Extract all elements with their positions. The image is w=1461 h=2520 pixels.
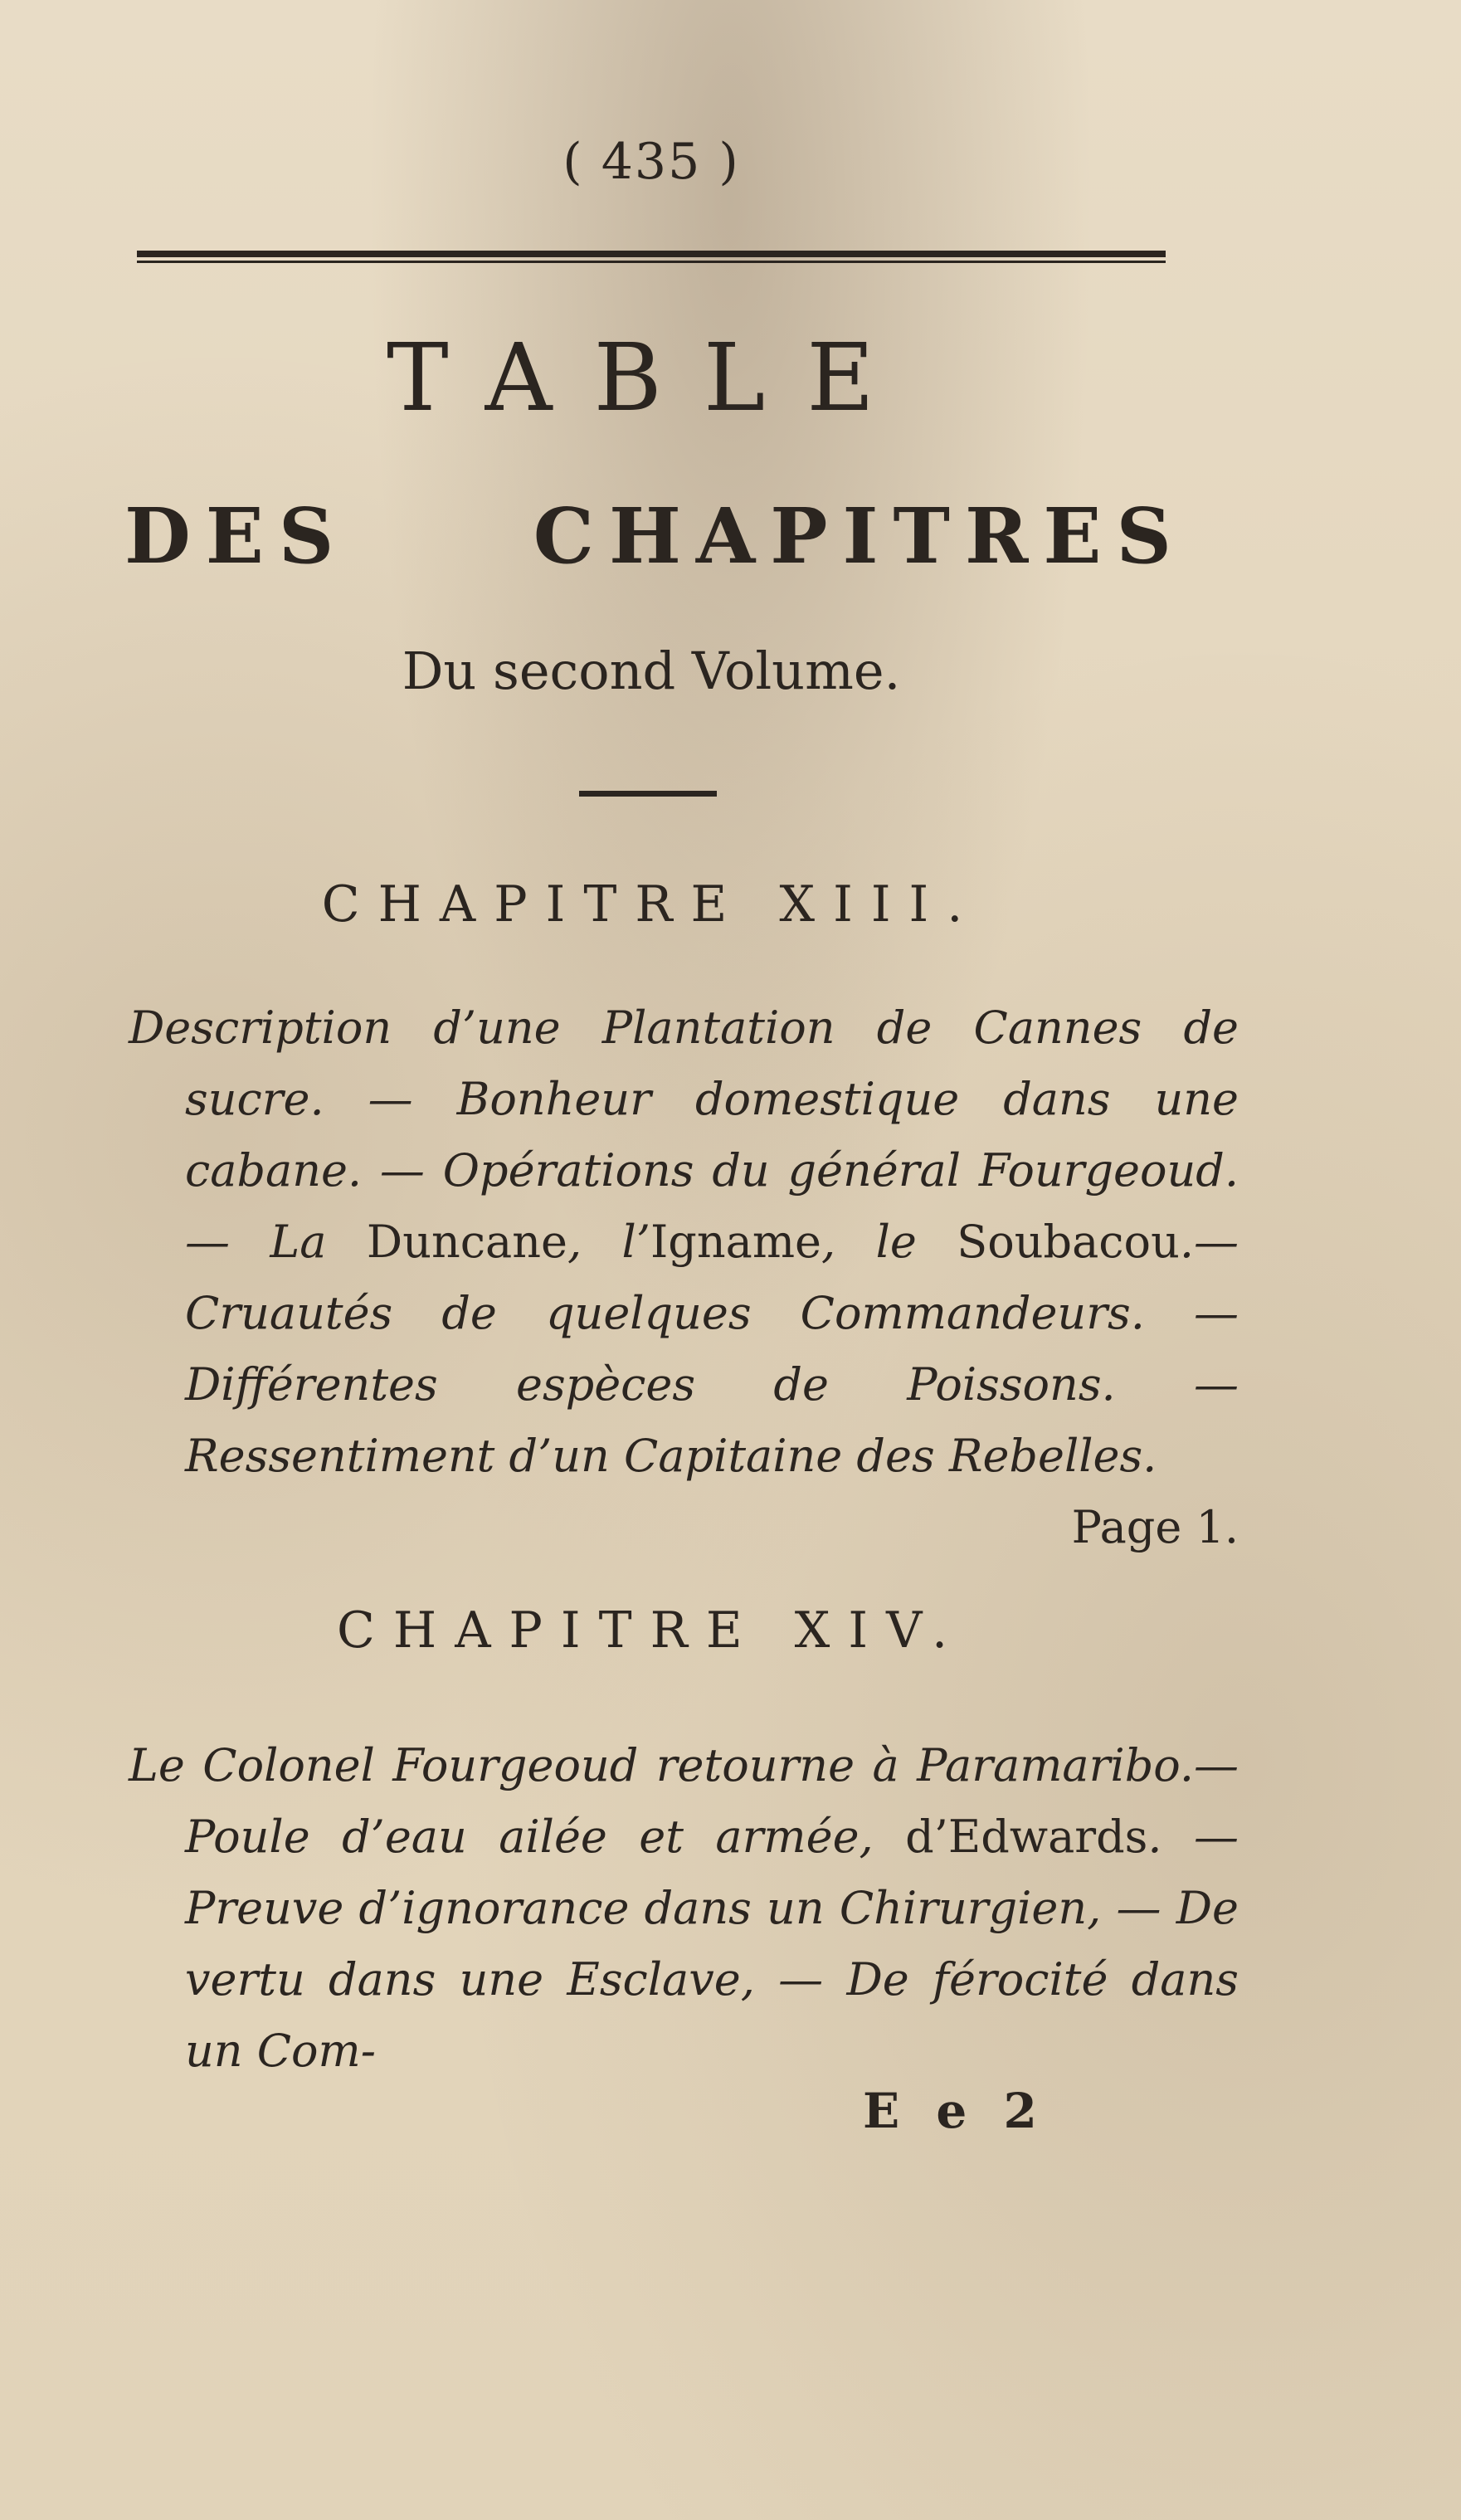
chapter-heading-xiii: CHAPITRE XIII. bbox=[321, 875, 981, 933]
summary-segment: , le bbox=[821, 1216, 957, 1268]
section-divider bbox=[579, 791, 717, 797]
summary-segment: Soubacou bbox=[957, 1216, 1180, 1268]
summary-segment: . — Preuve d’ignorance dans un Chirurgien, — De vertu dans une Esclave, — De férocité dans un Com- bbox=[185, 1811, 1239, 2077]
signature-mark: E e 2 bbox=[863, 2083, 1047, 2139]
header-double-rule bbox=[137, 251, 1166, 264]
page-reference: Page 1. bbox=[1071, 1501, 1239, 1553]
chapter-summary-xiv bbox=[129, 1730, 1239, 2087]
page-number: ( 435 ) bbox=[562, 133, 740, 191]
summary-segment: Igname bbox=[650, 1216, 822, 1268]
chapter-summary-xiii bbox=[129, 992, 1239, 1563]
summary-segment: , l’ bbox=[567, 1216, 650, 1268]
summary-segment: d’Edwards bbox=[905, 1811, 1148, 1863]
page-subtitle: DES CHAPITRES bbox=[124, 491, 1186, 581]
summary-segment: Description d’une Plantation de Cannes de sucre. — Bonheur domestique dans une cabane. — Opérations du général Fourgeoud. — La bbox=[129, 1002, 1239, 1268]
summary-segment: Duncane bbox=[366, 1216, 567, 1268]
chapter-heading-xiv: CHAPITRE XIV. bbox=[336, 1601, 967, 1660]
page-title: TABLE bbox=[387, 324, 916, 432]
summary-segment: .— Cruautés de quelques Commandeurs. — Différentes espèces de Poissons. — Ressentiment d’un Capitaine des Rebelles. bbox=[185, 1216, 1239, 1482]
summary-segment: Le Colonel Fourgeoud retourne à Paramaribo.— Poule d’eau ailée et armée, bbox=[129, 1739, 1239, 1863]
volume-line: Du second Volume. bbox=[402, 641, 901, 701]
